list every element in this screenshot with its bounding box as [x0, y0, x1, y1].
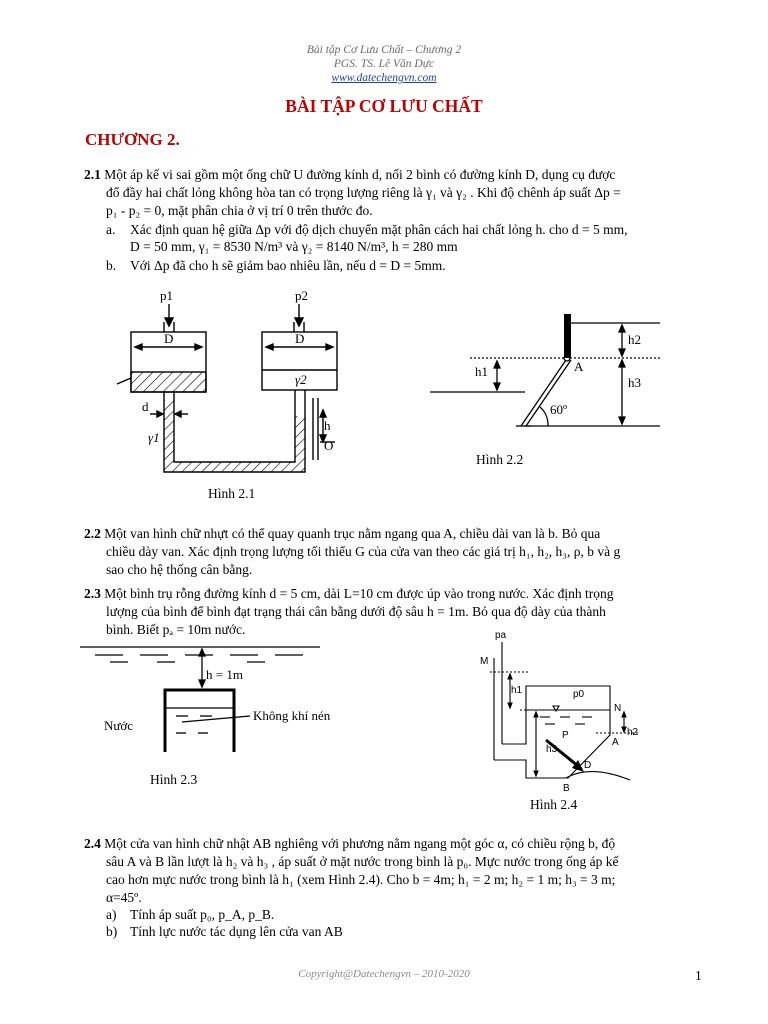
- fig22-label-angle: 60º: [550, 402, 568, 417]
- fig24-label-h1: h1: [511, 685, 523, 696]
- problem-2-1-line-2: đổ đầy hai chất lỏng không hòa tan có trọng lượng riêng là γ₁ và γ₂ . Khi độ chênh áp suất Δp =: [106, 185, 621, 200]
- problem-number: 2.4: [84, 836, 101, 851]
- fig21-label-p1: p1: [160, 288, 173, 303]
- fig21-label-D-left: D: [164, 331, 174, 346]
- figure-2-1-caption: Hình 2.1: [208, 486, 256, 501]
- problem-2-2-line-1: 2.2 Một van hình chữ nhựt có thể quay quanh trục nằm ngang qua A, chiều dài van là b. Bỏ qua: [84, 526, 601, 541]
- fig22-label-h1: h1: [475, 364, 488, 379]
- figure-2-4-caption: Hình 2.4: [530, 797, 578, 812]
- tank: [494, 686, 610, 778]
- fig22-label-h3: h3: [628, 375, 641, 390]
- figure-2-2-caption: Hình 2.2: [476, 452, 524, 467]
- fig21-label-h: h: [324, 418, 331, 433]
- fig21-label-O: O: [324, 438, 334, 453]
- problem-2-1-a-line-1: Xác định quan hệ giữa Δp với độ dịch chuyển mặt phân cách hai chất lỏng h. cho d = 5 mm,: [130, 222, 628, 237]
- page-title: BÀI TẬP CƠ LƯU CHẤT: [285, 96, 483, 116]
- problem-2-4-a-line: Tính áp suất p₀, p_A, p_B.: [130, 907, 275, 922]
- fig22-label-h2: h2: [628, 332, 641, 347]
- website-link[interactable]: www.datechengvn.com: [331, 72, 437, 84]
- problem-2-1-a-line-2: D = 50 mm, γ₁ = 8530 N/m³ và γ₂ = 8140 N/m³, h = 280 mm: [130, 239, 458, 254]
- page-number: 1: [695, 968, 702, 983]
- fig21-label-gamma1: γ1: [148, 430, 160, 445]
- fig21-label-d: d: [142, 399, 149, 414]
- item-a-marker: a.: [106, 222, 116, 237]
- fig24-label-A: A: [612, 737, 619, 748]
- fig22-label-A: A: [574, 359, 584, 374]
- fig24-label-p0: p0: [573, 689, 585, 700]
- fig24-label-h2: h2: [627, 727, 639, 738]
- problem-2-3-line-1: 2.3 Một bình trụ rỗng đường kính d = 5 cm, dài L=10 cm được úp vào trong nước. Xác định trọng: [84, 586, 614, 601]
- fig24-label-P: P: [562, 730, 569, 741]
- problem-2-4-b-line: Tính lực nước tác dụng lên cửa van AB: [130, 924, 343, 939]
- running-header-title: Bài tập Cơ Lưu Chất – Chương 2: [306, 44, 462, 56]
- problem-2-1-line-3: p₁ - p₂ = 0, mặt phân chia ở vị trí 0 trên thước đo.: [106, 203, 373, 218]
- problem-2-3-line-3: bình. Biết pₐ = 10m nước.: [106, 622, 246, 637]
- running-header-author: PGS. TS. Lê Văn Dực: [333, 58, 435, 70]
- problem-2-4-line-2: sâu A và B lần lượt là h₂ và h₃ , áp suất ở mặt nước trong bình là p₀. Mực nước trong ống áp kế: [106, 854, 619, 869]
- problem-2-2-line-3: sao cho hệ thống cân bằng.: [106, 562, 253, 577]
- fig24-label-pa: pa: [495, 630, 507, 641]
- fig24-label-D: D: [584, 760, 592, 771]
- fig21-label-gamma2: γ2: [295, 372, 307, 387]
- item-b-marker: b): [106, 924, 118, 939]
- fig24-label-B: B: [563, 783, 570, 794]
- problem-number: 2.1: [84, 167, 101, 182]
- item-a-marker: a): [106, 907, 117, 922]
- footer-copyright: Copyright@Datechengvn – 2010-2020: [298, 968, 470, 980]
- fig21-label-p2: p2: [295, 288, 308, 303]
- fig23-label-air: Không khí nén: [253, 708, 331, 723]
- fig23-label-h: h = 1m: [206, 667, 243, 682]
- fig21-label-D-right: D: [295, 331, 305, 346]
- fig24-label-M: M: [480, 656, 489, 667]
- problem-2-4-line-1: 2.4 Một cửa van hình chữ nhật AB nghiêng với phương nằm ngang một góc α, có chiều rộng b, độ: [84, 836, 616, 851]
- problem-2-1-b-line: Với Δp đã cho h sẽ giảm bao nhiêu lần, nếu d = D = 5mm.: [130, 258, 446, 273]
- chapter-heading: CHƯƠNG 2.: [85, 130, 180, 149]
- fig24-label-h3: h3: [546, 744, 558, 755]
- problem-2-1-line-1: 2.1 Một áp kế vi sai gồm một ống chữ U đường kính d, nối 2 bình có đường kính D, dụng cụ được: [84, 167, 616, 182]
- problem-2-4-line-3: cao hơn mực nước trong bình là h₁ (xem Hình 2.4). Cho b = 4m; h₁ = 2 m; h₂ = 1 m; h₃ = 3 m;: [106, 872, 616, 887]
- item-b-marker: b.: [106, 258, 117, 273]
- problem-2-4-line-4: α=45º.: [106, 890, 142, 905]
- problem-2-3-line-2: lượng của bình để bình đạt trạng thái cân bằng dưới độ sâu h = 1m. Bỏ qua độ dày của thành: [106, 604, 606, 619]
- figure-2-3-caption: Hình 2.3: [150, 772, 198, 787]
- problem-number: 2.2: [84, 526, 101, 541]
- problem-number: 2.3: [84, 586, 101, 601]
- fig23-label-water: Nước: [104, 718, 134, 733]
- problem-2-2-line-2: chiều dày van. Xác định trọng lượng tối thiểu G của cửa van theo các giá trị h₁, h₂, h₃, ρ, b và g: [106, 544, 621, 559]
- fig24-label-N: N: [614, 703, 622, 714]
